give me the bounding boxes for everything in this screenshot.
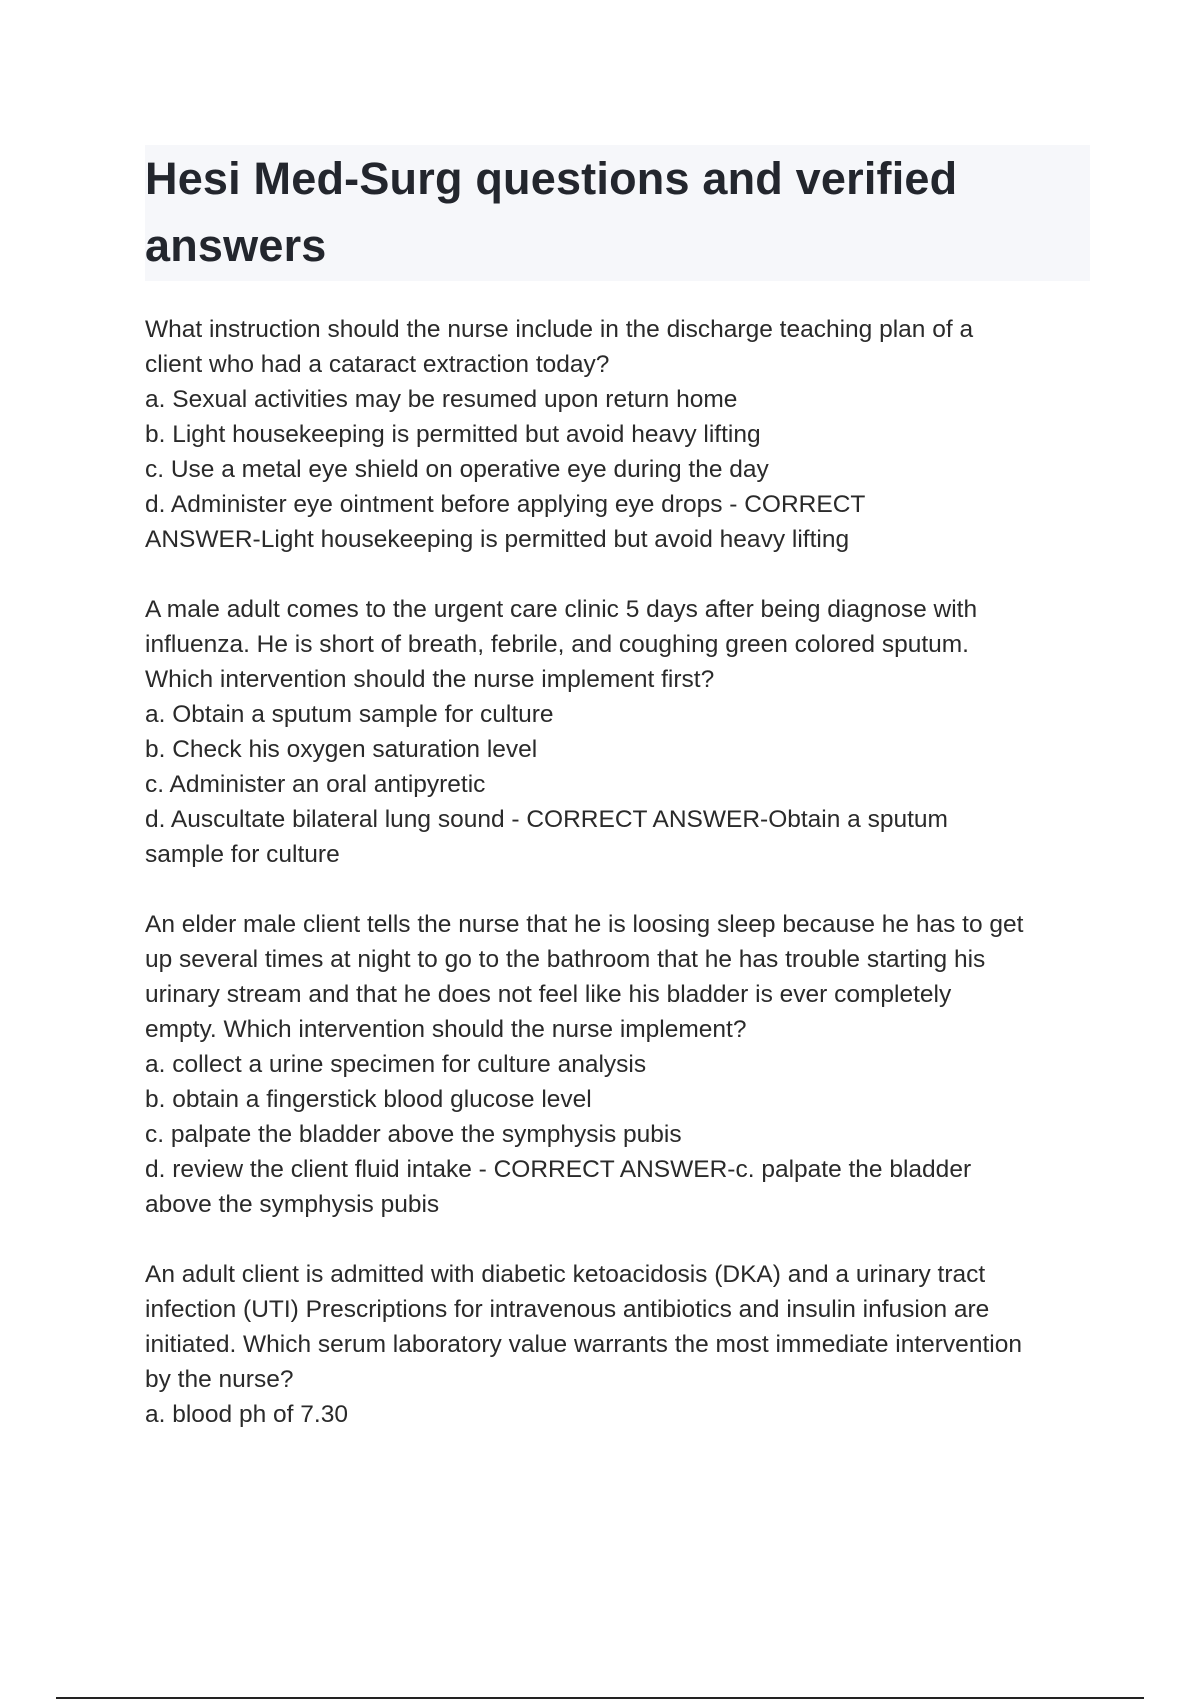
question-text: up several times at night to go to the bathroom that he has trouble starting his bbox=[145, 946, 986, 973]
question-text: What instruction should the nurse include in the discharge teaching plan of a bbox=[145, 316, 974, 343]
title-line: answers bbox=[145, 220, 327, 271]
question-text: Which intervention should the nurse implement first? bbox=[145, 666, 715, 693]
question-text: An elder male client tells the nurse that he is loosing sleep because he has to get bbox=[145, 911, 1024, 938]
correct-answer: above the symphysis pubis bbox=[145, 1191, 440, 1218]
answer-option: d. review the client fluid intake - CORRECT ANSWER-c. palpate the bladder bbox=[145, 1156, 972, 1183]
answer-option: a. collect a urine specimen for culture analysis bbox=[145, 1051, 647, 1078]
title-box bbox=[145, 145, 1090, 281]
question-block-3 bbox=[145, 907, 1105, 1222]
answer-option: a. Obtain a sputum sample for culture bbox=[145, 701, 554, 728]
question-text: by the nurse? bbox=[145, 1366, 294, 1393]
answer-option: b. Light housekeeping is permitted but avoid heavy lifting bbox=[145, 421, 761, 448]
title-line: Hesi Med-Surg questions and verified bbox=[145, 153, 958, 204]
question-text: client who had a cataract extraction today? bbox=[145, 351, 610, 378]
document-body bbox=[145, 312, 1105, 1467]
question-text: empty. Which intervention should the nurse implement? bbox=[145, 1016, 747, 1043]
correct-answer: sample for culture bbox=[145, 841, 340, 868]
footer-divider bbox=[56, 1697, 1144, 1699]
question-text: infection (UTI) Prescriptions for intravenous antibiotics and insulin infusion are bbox=[145, 1296, 990, 1323]
answer-option: a. blood ph of 7.30 bbox=[145, 1401, 348, 1428]
question-text: A male adult comes to the urgent care clinic 5 days after being diagnose with bbox=[145, 596, 978, 623]
answer-option: c. palpate the bladder above the symphysis pubis bbox=[145, 1121, 682, 1148]
answer-option: b. obtain a fingerstick blood glucose level bbox=[145, 1086, 592, 1113]
answer-option: d. Auscultate bilateral lung sound - CORRECT ANSWER-Obtain a sputum bbox=[145, 806, 948, 833]
correct-answer: ANSWER-Light housekeeping is permitted but avoid heavy lifting bbox=[145, 526, 850, 553]
question-text: initiated. Which serum laboratory value warrants the most immediate intervention bbox=[145, 1331, 1022, 1358]
page-title bbox=[145, 145, 1090, 279]
question-block-2 bbox=[145, 592, 1105, 872]
answer-option: d. Administer eye ointment before applying eye drops - CORRECT bbox=[145, 491, 866, 518]
question-text: urinary stream and that he does not feel like his bladder is ever completely bbox=[145, 981, 952, 1008]
answer-option: c. Administer an oral antipyretic bbox=[145, 771, 486, 798]
question-text: influenza. He is short of breath, febrile, and coughing green colored sputum. bbox=[145, 631, 969, 658]
answer-option: a. Sexual activities may be resumed upon return home bbox=[145, 386, 738, 413]
answer-option: b. Check his oxygen saturation level bbox=[145, 736, 538, 763]
question-block-1 bbox=[145, 312, 1105, 557]
answer-option: c. Use a metal eye shield on operative eye during the day bbox=[145, 456, 769, 483]
question-text: An adult client is admitted with diabetic ketoacidosis (DKA) and a urinary tract bbox=[145, 1261, 986, 1288]
question-block-4 bbox=[145, 1257, 1105, 1432]
